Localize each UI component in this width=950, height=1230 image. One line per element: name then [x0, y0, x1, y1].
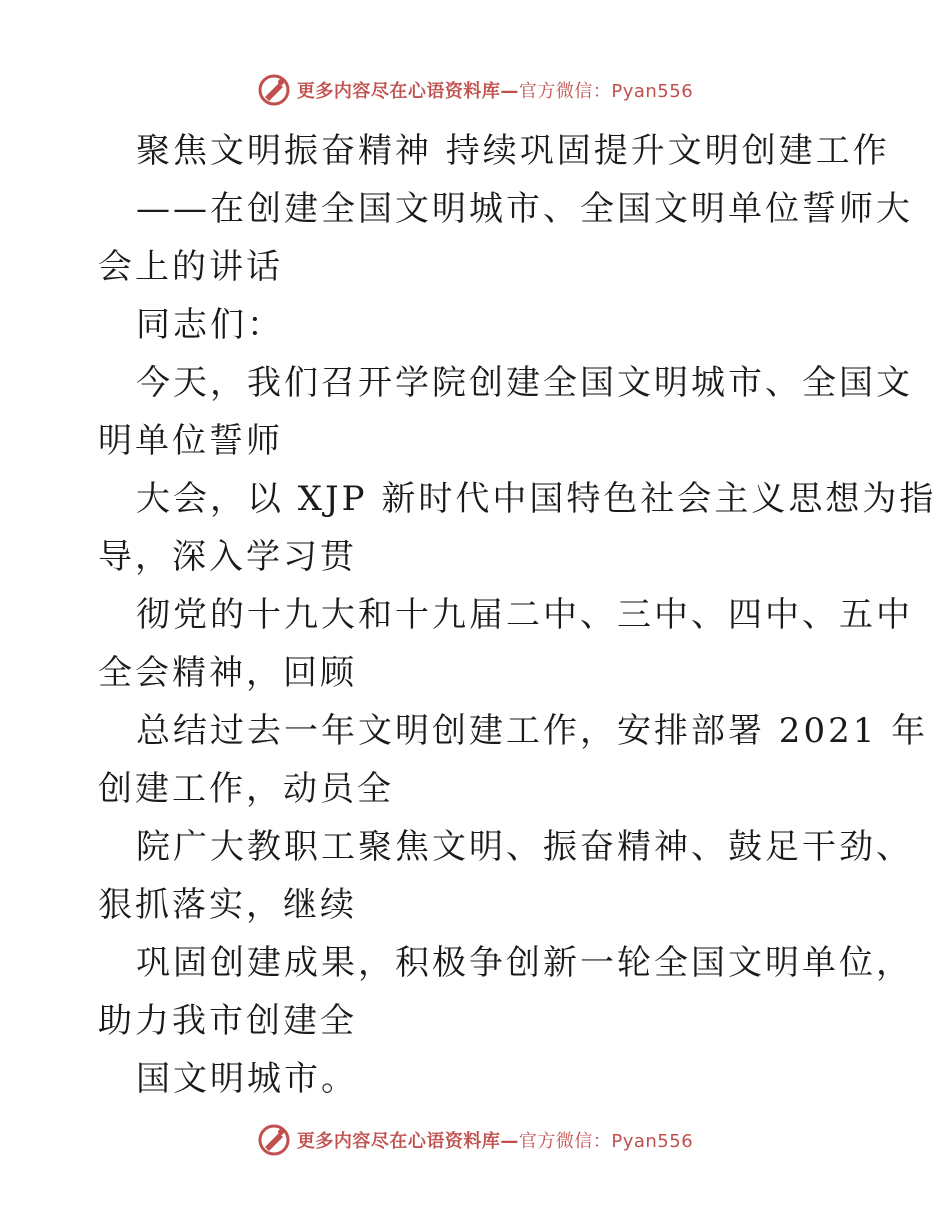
banner-wechat: 官方微信：Pyan556 [518, 1131, 694, 1152]
paragraph-line: 全会精神，回顾 [98, 653, 357, 693]
banner-wechat: 官方微信：Pyan556 [518, 81, 694, 102]
paragraph-line: 总结过去一年文明创建工作，安排部署 2021 年 [136, 711, 929, 751]
paragraph-line: 彻党的十九大和十九届二中、三中、四中、五中 [136, 595, 913, 635]
brand-logo-icon [257, 73, 291, 107]
paragraph-line: 国文明城市。 [136, 1059, 358, 1099]
paragraph-line: 导，深入学习贯 [98, 537, 357, 577]
paragraph-line: 大会，以 XJP 新时代中国特色社会主义思想为指 [136, 479, 937, 519]
footer-banner [0, 1120, 950, 1160]
paragraph-line: 今天，我们召开学院创建全国文明城市、全国文 [136, 363, 913, 403]
banner-text [297, 77, 693, 103]
banner-title: 更多内容尽在心语资料库— [296, 81, 519, 102]
paragraph-line: 创建工作，动员全 [98, 769, 394, 809]
document-subtitle-cont: 会上的讲话 [98, 247, 283, 287]
paragraph-line: 巩固创建成果，积极争创新一轮全国文明单位， [136, 943, 913, 983]
banner-title: 更多内容尽在心语资料库— [296, 1131, 519, 1152]
header-banner [0, 70, 950, 110]
brand-logo-icon [257, 1123, 291, 1157]
document-title: 聚焦文明振奋精神 持续巩固提升文明创建工作 [136, 131, 890, 171]
paragraph-line: 明单位誓师 [98, 421, 283, 461]
document-body [98, 122, 937, 1108]
banner-text [297, 1127, 693, 1153]
paragraph-line: 助力我市创建全 [98, 1001, 357, 1041]
paragraph-line: 院广大教职工聚焦文明、振奋精神、鼓足干劲、 [136, 827, 913, 867]
salutation: 同志们： [136, 305, 284, 345]
document-subtitle: ——在创建全国文明城市、全国文明单位誓师大 [136, 189, 913, 229]
paragraph-line: 狠抓落实，继续 [98, 885, 357, 925]
